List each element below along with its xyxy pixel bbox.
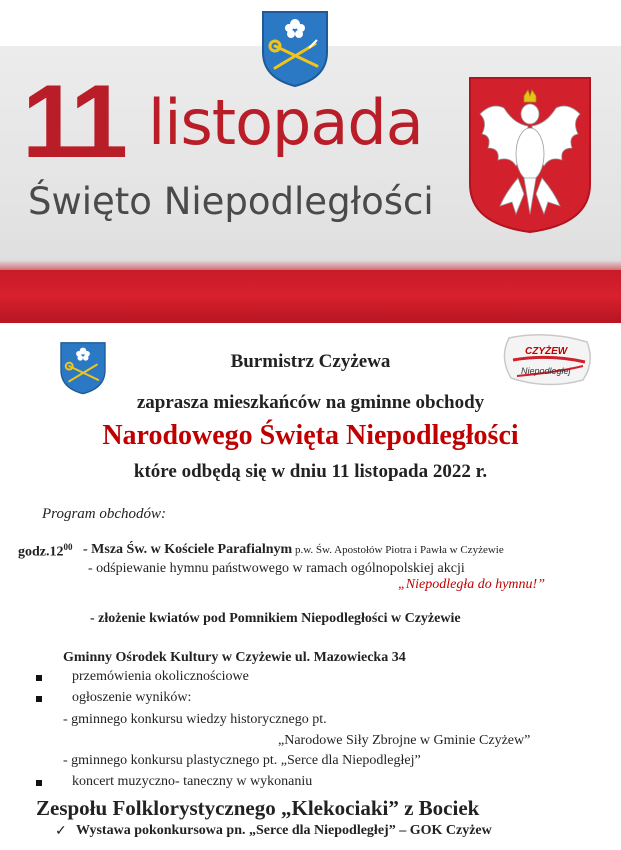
anthem-line: - odśpiewanie hymnu państwowego w ramach ogólnopolskiej akcji xyxy=(88,561,465,576)
mass-detail: p.w. Św. Apostołów Piotra i Pawła w Czyżewie xyxy=(292,544,504,556)
czyzew-coat-of-arms-icon xyxy=(259,8,331,88)
list-item-concert: koncert muzyczno- taneczny w wykonaniu xyxy=(72,774,313,789)
white-eagle-icon xyxy=(466,74,594,234)
mayor-heading: Burmistrz Czyżewa xyxy=(230,351,391,372)
time-prefix: godz.12 xyxy=(18,544,64,560)
event-title: Narodowego Święta Niepodległości xyxy=(102,420,519,451)
history-contest-line: - gminnego konkursu wiedzy historycznego pt. xyxy=(63,712,327,727)
banner-red-band xyxy=(0,270,621,323)
banner-holiday: Święto Niepodległości xyxy=(28,180,434,223)
ensemble-name: Zespołu Folklorystycznego „Klekociaki” z Bociek xyxy=(36,796,480,820)
list-item-results: ogłoszenie wyników: xyxy=(72,690,192,705)
invitation-line: zaprasza mieszkańców na gminne obchody xyxy=(136,392,485,413)
mass-line xyxy=(83,542,504,558)
event-date: które odbędą się w dniu 11 listopada 2022 r. xyxy=(133,461,488,482)
bullet-icon xyxy=(36,675,42,681)
mass-bold: - Msza Św. w Kościele Parafialnym xyxy=(83,542,293,557)
list-item-speeches: przemówienia okolicznościowe xyxy=(72,669,249,684)
checkmark-icon: ✓ xyxy=(55,824,67,839)
bullet-icon xyxy=(36,780,42,786)
exhibition-line: Wystawa pokonkursowa pn. „Serce dla Niepodległej” – GOK Czyżew xyxy=(76,823,492,838)
banner-month: listopada xyxy=(148,86,423,159)
badge-top-text: CZYŻEW xyxy=(525,346,568,357)
venue-line: Gminny Ośrodek Kultury w Czyżewie ul. Mazowiecka 34 xyxy=(63,650,406,665)
time-sup: 00 xyxy=(63,542,73,552)
badge-bottom-text: Niepodległej xyxy=(521,366,571,376)
flowers-line: - złożenie kwiatów pod Pomnikiem Niepodległości w Czyżewie xyxy=(90,611,461,626)
history-contest-title: „Narodowe Siły Zbrojne w Gminie Czyżew” xyxy=(278,733,531,748)
program-heading: Program obchodów: xyxy=(42,506,167,522)
anthem-campaign-name: „Niepodległa do hymnu!” xyxy=(398,577,545,592)
bullet-icon xyxy=(36,696,42,702)
art-contest-line: - gminnego konkursu plastycznego pt. „Serce dla Niepodległej” xyxy=(63,753,421,768)
banner-day: 11 xyxy=(22,64,124,180)
time-label xyxy=(18,542,73,561)
